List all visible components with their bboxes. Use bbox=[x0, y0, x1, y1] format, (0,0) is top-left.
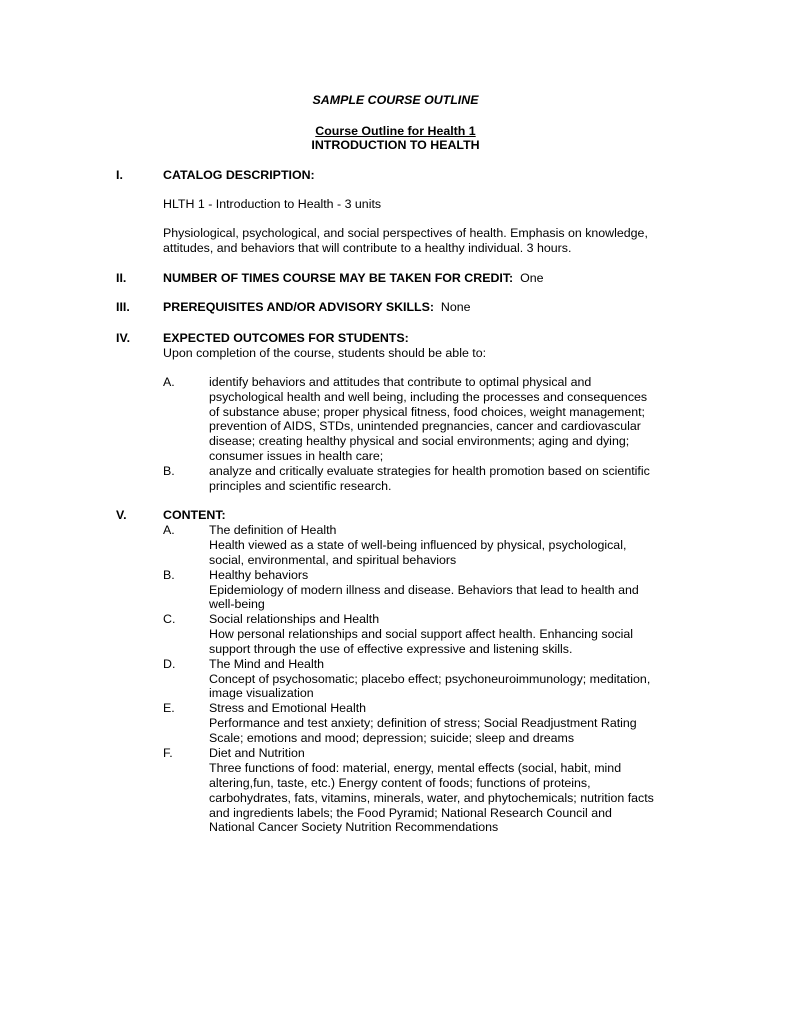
outcome-line: principles and scientific research. bbox=[209, 479, 392, 493]
outcome-line: prevention of AIDS, STDs, unintended pregnancies, cancer and cardiovascular bbox=[209, 419, 641, 433]
content-item-line: carbohydrates, fats, vitamins, minerals, water, and phytochemicals; nutrition facts bbox=[209, 791, 654, 805]
section-numeral-prereq: III. bbox=[116, 300, 130, 314]
outcome-letter: B. bbox=[163, 464, 175, 478]
content-item-title: Healthy behaviors bbox=[209, 568, 309, 582]
content-item-line: National Cancer Society Nutrition Recommendations bbox=[209, 820, 499, 834]
section-numeral-content: V. bbox=[116, 508, 127, 522]
content-item-line: Performance and test anxiety; definition of stress; Social Readjustment Rating bbox=[209, 716, 637, 730]
content-item-line: Health viewed as a state of well-being influenced by physical, psychological, bbox=[209, 538, 627, 552]
content-item-line: well-being bbox=[209, 597, 265, 611]
outcome-letter: A. bbox=[163, 375, 175, 389]
outcome-line: disease; creating healthy physical and social environments; aging and dying; bbox=[209, 434, 630, 448]
outcome-line: of substance abuse; proper physical fitness, food choices, weight management; bbox=[209, 405, 645, 419]
section-heading-prereq: PREREQUISITES AND/OR ADVISORY SKILLS: bbox=[163, 300, 435, 314]
section-numeral-catalog: I. bbox=[116, 168, 123, 182]
catalog-description-line: attitudes, and behaviors that will contribute to a healthy individual. 3 hours. bbox=[163, 241, 572, 255]
content-item-line: altering,fun, taste, etc.) Energy content of foods; functions of proteins, bbox=[209, 776, 591, 790]
course-name: INTRODUCTION TO HEALTH bbox=[311, 138, 480, 152]
section-prereq-line bbox=[163, 300, 471, 315]
outcomes-intro: Upon completion of the course, students should be able to: bbox=[163, 346, 487, 360]
content-item-line: image visualization bbox=[209, 686, 314, 700]
course-outline-heading: Course Outline for Health 1 bbox=[315, 124, 476, 138]
content-letter: C. bbox=[163, 612, 176, 626]
section-heading-repeat: NUMBER OF TIMES COURSE MAY BE TAKEN FOR CREDIT: bbox=[163, 271, 514, 285]
section-repeat-line bbox=[163, 271, 543, 286]
content-item-line: Concept of psychosomatic; placebo effect; psychoneuroimmunology; meditation, bbox=[209, 672, 651, 686]
section-heading-catalog: CATALOG DESCRIPTION: bbox=[163, 168, 315, 182]
outcome-line: identify behaviors and attitudes that contribute to optimal physical and bbox=[209, 375, 592, 389]
content-letter: A. bbox=[163, 523, 175, 537]
outcome-line: psychological health and well being, including the processes and consequences bbox=[209, 390, 648, 404]
prereq-value: None bbox=[440, 300, 471, 314]
content-item-title: Stress and Emotional Health bbox=[209, 701, 367, 715]
content-letter: D. bbox=[163, 657, 176, 671]
content-item-line: How personal relationships and social support affect health. Enhancing social bbox=[209, 627, 634, 641]
catalog-description-line: Physiological, psychological, and social perspectives of health. Emphasis on knowledge, bbox=[163, 226, 648, 240]
content-item-title: The Mind and Health bbox=[209, 657, 325, 671]
content-item-line: support through the use of effective expressive and listening skills. bbox=[209, 642, 573, 656]
content-item-title: The definition of Health bbox=[209, 523, 337, 537]
outcome-line: consumer issues in health care; bbox=[209, 449, 384, 463]
content-item-title: Social relationships and Health bbox=[209, 612, 380, 626]
outcome-line: analyze and critically evaluate strategies for health promotion based on scientific bbox=[209, 464, 650, 478]
section-numeral-repeat: II. bbox=[116, 271, 127, 285]
content-item-line: Three functions of food: material, energy, mental effects (social, habit, mind bbox=[209, 761, 622, 775]
content-letter: B. bbox=[163, 568, 175, 582]
section-heading-content: CONTENT: bbox=[163, 508, 226, 522]
content-letter: E. bbox=[163, 701, 175, 715]
section-numeral-outcomes: IV. bbox=[116, 331, 131, 345]
content-item-line: Epidemiology of modern illness and disease. Behaviors that lead to health and bbox=[209, 583, 639, 597]
content-item-line: social, environmental, and spiritual behaviors bbox=[209, 553, 457, 567]
content-letter: F. bbox=[163, 746, 173, 760]
content-item-title: Diet and Nutrition bbox=[209, 746, 305, 760]
repeat-value: One bbox=[520, 271, 544, 285]
content-item-line: Scale; emotions and mood; depression; suicide; sleep and dreams bbox=[209, 731, 575, 745]
content-item-line: and ingredients labels; the Food Pyramid; National Research Council and bbox=[209, 806, 612, 820]
catalog-course-line: HLTH 1 - Introduction to Health - 3 units bbox=[163, 197, 382, 211]
section-heading-outcomes: EXPECTED OUTCOMES FOR STUDENTS: bbox=[163, 331, 409, 345]
document-title: SAMPLE COURSE OUTLINE bbox=[312, 93, 479, 107]
